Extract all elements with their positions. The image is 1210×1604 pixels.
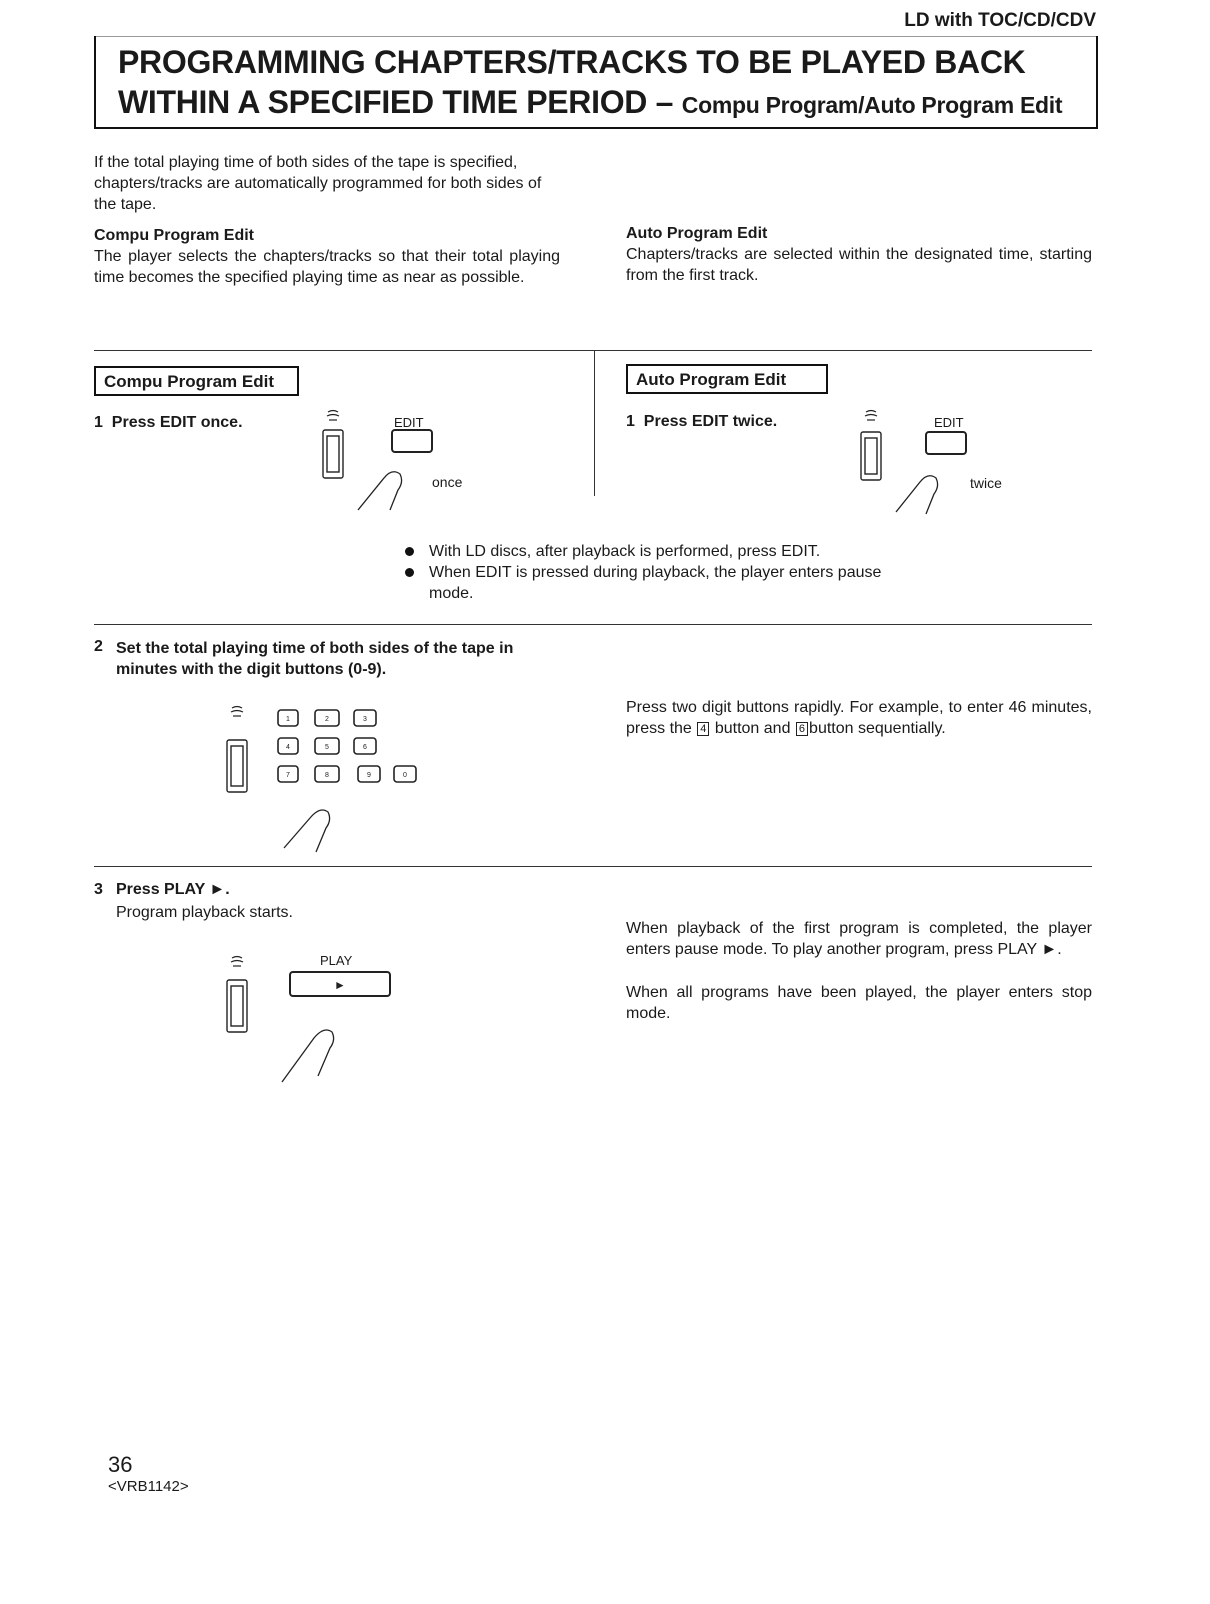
remote-signal-icon — [865, 411, 877, 421]
remote-control-icon — [861, 432, 881, 480]
remote-digit-illustration — [222, 706, 422, 856]
step-number: 1 — [626, 413, 635, 430]
divider-step2 — [94, 624, 1092, 625]
step-number: 1 — [94, 414, 103, 431]
edit-key-icon — [392, 430, 432, 452]
digit-key-label: 9 — [367, 772, 371, 779]
compu-step1 — [94, 414, 243, 432]
digit-key-label: 2 — [325, 716, 329, 723]
edit-button-label: EDIT — [394, 415, 424, 430]
step-number: 3 — [94, 881, 103, 898]
step3-subtext: Program playback starts. — [116, 904, 293, 921]
finger-icon — [282, 1030, 334, 1082]
compu-description: The player selects the chapters/tracks so that their total playing time becomes the specified playing time as near as possible. — [94, 248, 560, 286]
page-number: 36 — [108, 1452, 133, 1477]
key-4-icon: 4 — [697, 722, 709, 736]
step2-note — [626, 697, 1092, 739]
press-twice-note: twice — [970, 475, 1002, 491]
remote-signal-icon — [231, 707, 243, 717]
remote-signal-icon — [231, 957, 243, 967]
remote-edit-illustration — [856, 410, 986, 520]
digit-key-label: 6 — [363, 744, 367, 751]
digit-key-label: 1 — [286, 716, 290, 723]
digit-key-label: 7 — [286, 772, 290, 779]
edit-key-icon — [926, 432, 966, 454]
page-title-line2 — [118, 84, 1062, 121]
note-text: Press two digit buttons rapidly. For example, to enter 46 minutes, press the — [626, 699, 1092, 737]
finger-icon — [358, 472, 402, 510]
step-text: Press EDIT twice. — [643, 413, 778, 430]
step-text: Press EDIT once. — [111, 414, 243, 431]
intro-text: If the total playing time of both sides of the tape is specified, chapters/tracks are automatically programmed for both sides of the tape. — [94, 154, 542, 213]
finger-icon — [284, 810, 330, 852]
remote-signal-icon — [327, 411, 339, 421]
step2-text: Set the total playing time of both sides of the tape in minutes with the digit buttons (0-9). — [116, 640, 514, 678]
step-number: 2 — [94, 638, 103, 655]
divider-step1 — [94, 350, 1092, 351]
edit-button-label: EDIT — [934, 415, 964, 430]
section-label: LD with TOC/CD/CDV — [904, 10, 1096, 31]
key-6-icon: 6 — [796, 722, 808, 736]
divider-step3 — [94, 866, 1092, 867]
step1-notes — [405, 541, 885, 604]
digit-key-label: 0 — [403, 772, 407, 779]
compu-program-label: Compu Program Edit — [94, 366, 299, 396]
remote-edit-illustration — [318, 410, 448, 520]
digit-key-label: 5 — [325, 744, 329, 751]
doc-code: <VRB1142> — [108, 1478, 189, 1495]
step3-note2: When all programs have been played, the player enters stop mode. — [626, 984, 1092, 1022]
note-bullet: When EDIT is pressed during playback, the player enters pause mode. — [405, 562, 885, 604]
page-title-main: WITHIN A SPECIFIED TIME PERIOD – — [118, 84, 674, 120]
auto-program-label: Auto Program Edit — [626, 364, 828, 394]
remote-control-icon — [227, 740, 247, 792]
page-title-line1: PROGRAMMING CHAPTERS/TRACKS TO BE PLAYED BACK — [118, 44, 1026, 80]
digit-key-label: 8 — [325, 772, 329, 779]
step3-note1: When playback of the first program is completed, the player enters pause mode. To play another program, press PLAY ►. — [626, 920, 1092, 958]
remote-control-icon — [323, 430, 343, 478]
play-symbol-icon: ► — [334, 978, 346, 992]
auto-step1 — [626, 413, 777, 431]
note-bullet: With LD discs, after playback is performed, press EDIT. — [405, 541, 885, 562]
step3-text: Press PLAY ►. — [116, 881, 230, 898]
column-divider — [594, 350, 595, 496]
note-text: button sequentially. — [809, 720, 946, 737]
note-text: button and — [714, 720, 791, 737]
remote-control-icon — [227, 980, 247, 1032]
play-button-label: PLAY — [320, 953, 353, 968]
digit-key-label: 3 — [363, 716, 367, 723]
digit-key-label: 4 — [286, 744, 290, 751]
auto-heading: Auto Program Edit — [626, 225, 768, 242]
compu-heading: Compu Program Edit — [94, 227, 255, 244]
remote-play-illustration — [222, 956, 422, 1086]
finger-icon — [896, 476, 938, 514]
auto-description: Chapters/tracks are selected within the designated time, starting from the first track. — [626, 246, 1092, 284]
page-title-sub: Compu Program/Auto Program Edit — [681, 92, 1063, 118]
press-once-note: once — [432, 474, 463, 490]
